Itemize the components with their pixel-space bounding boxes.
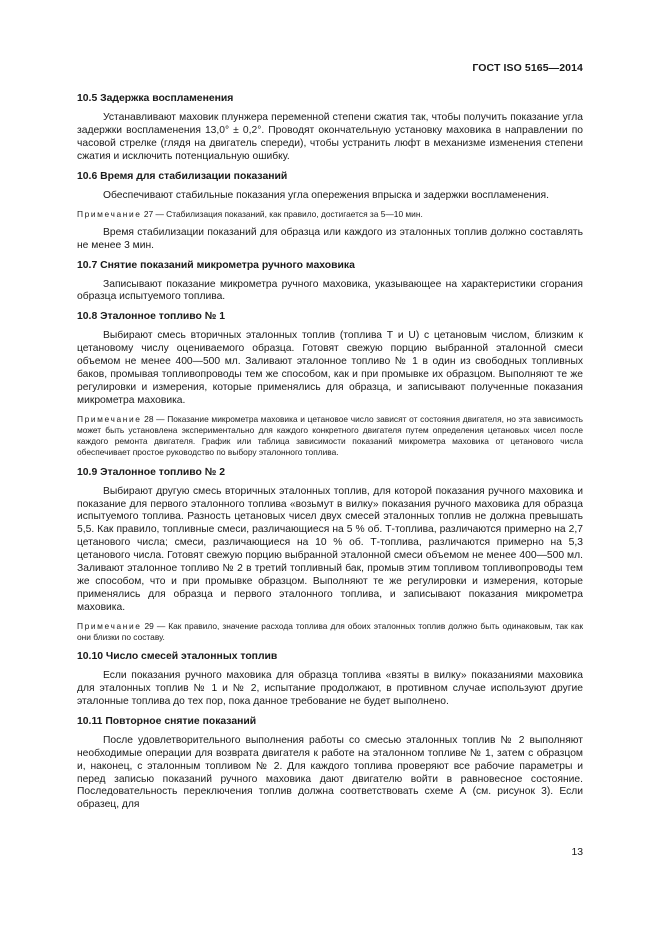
paragraph (77, 330, 583, 407)
note-text: 28 — Показание микрометра маховика и цетановое число зависят от состояния двигателя, но эта зависимость может быть установлена экспериментально для каждого конкретного двигателя путем определения цетановых чисел после каждого ремонта двигателя. График или таблица зависимости показаний микрометра маховика от цетанового числа обеспечивает простое руководство по выбору эталонного топлива. (77, 413, 584, 458)
paragraph (77, 227, 583, 253)
section-title: 10.9 Эталонное топливо № 2 (77, 466, 226, 478)
note (77, 621, 583, 643)
note-text: 29 — Как правило, значение расхода топлива для обоих эталонных топлив должно быть одинаковым, так как они близки по составу. (77, 620, 584, 642)
paragraph-text: Если показания ручного маховика для образца топлива «взяты в вилку» показаниями маховика для эталонных топлив № 1 и № 2, испытание продолжают, в противном случае используют другие эталонные топлива до тех пор, пока данное требование не будет выполнено. (77, 670, 583, 707)
paragraph (77, 735, 583, 812)
section-title: 10.5 Задержка воспламенения (77, 93, 234, 104)
section-title: 10.6 Время для стабилизации показаний (77, 170, 288, 182)
paragraph-text: Время стабилизации показаний для образца или каждого из эталонных топлив должно составлять не менее 3 мин. (77, 226, 583, 251)
paragraph-text: Выбирают другую смесь вторичных эталонных топлив, для которой показания ручного маховика и показание для первого эталонного топлива «возьмут в вилку» показания ручного маховика для образца испытуемого топлива. Разность цетановых чисел двух смесей эталонных топлив не должна превышать 5,5. Как правило, топливные смеси, различающиеся на 5 % об. Т-топлива, различаются примерно на 2,7 цетанового числа; смеси, различающиеся на 10 % об. Т-топлива, различаются примерно на 5,3 цетанового числа. Готовят свежую порцию выбранной эталонной смеси объемом не менее 400—500 мл. Заливают эталонное топливо № 2 в третий топливный бак, промыв этим топливом топливопроводы тем же способом, что и при промывке образцом. Выполняют те же регулировки и измерения, которые применялись для образца и первого эталонного топлива, и записывают показания микрометра маховика. (77, 485, 583, 613)
paragraph-text: Выбирают смесь вторичных эталонных топлив (топлива Т и U) с цетановым числом, близким к цетановому числу оцениваемого образца. Готовят свежую порцию выбранной эталонной смеси объемом не менее 400—500 мл. Заливают эталонное топливо № 1 в один из свободных топливных баков, промывая топливопроводы тем же способом, как и при промывке их образцом. Выполняют те же регулировки и измерения, которые применялись для образца, и записывают полученные показания микрометра маховика. (77, 330, 583, 406)
section-title: 10.10 Число смесей эталонных топлив (77, 651, 278, 663)
paragraph (77, 112, 583, 164)
paragraph (77, 486, 583, 615)
section-title: 10.8 Эталонное топливо № 1 (77, 311, 226, 323)
paragraph-text: Обеспечивают стабильные показания угла опережения впрыска и задержки воспламенения. (103, 189, 549, 201)
note-text: 27 — Стабилизация показаний, как правило, достигается за 5—10 мин. (143, 208, 423, 219)
note (77, 414, 583, 459)
note-label: Примечание (77, 620, 142, 631)
paragraph-text: После удовлетворительного выполнения работы со смесью эталонных топлив № 2 выполняют необходимые операции для возврата двигателя к работе на эталонном топливе № 1, затем с образцом и, наконец, с эталонным топливом № 2. Для каждого топлива проверяют все рабочие параметры и перед записью показаний ручного маховика дают двигателю войти в равновесное состояние. Последовательность переключения топлив должна соответствовать схеме А (см. рисунок 3). Если образец, для (77, 734, 583, 811)
section-title: 10.7 Снятие показаний микрометра ручного маховика (77, 259, 355, 271)
section-title: 10.11 Повторное снятие показаний (77, 715, 257, 727)
page-number: 13 (571, 847, 583, 858)
paragraph (77, 190, 583, 203)
paragraph-text: Устанавливают маховик плунжера переменной степени сжатия так, чтобы получить показание угла задержки воспламенения 13,0° ± 0,2°. Проводят окончательную установку маховика в направлении по часовой стрелке (глядя на двигатель спереди), чтобы устранить люфт в механизме изменения степени сжатия и исключить потенциальную ошибку. (77, 112, 583, 162)
note (77, 209, 583, 220)
document-body (77, 92, 583, 818)
note-label: Примечание (77, 208, 142, 219)
document-header: ГОСТ ISO 5165—2014 (472, 62, 583, 74)
note-label: Примечание (77, 413, 142, 424)
paragraph (77, 279, 583, 305)
paragraph (77, 670, 583, 709)
paragraph-text: Записывают показание микрометра ручного маховика, указывающее на характеристики сгорания образца испытуемого топлива. (77, 278, 583, 303)
